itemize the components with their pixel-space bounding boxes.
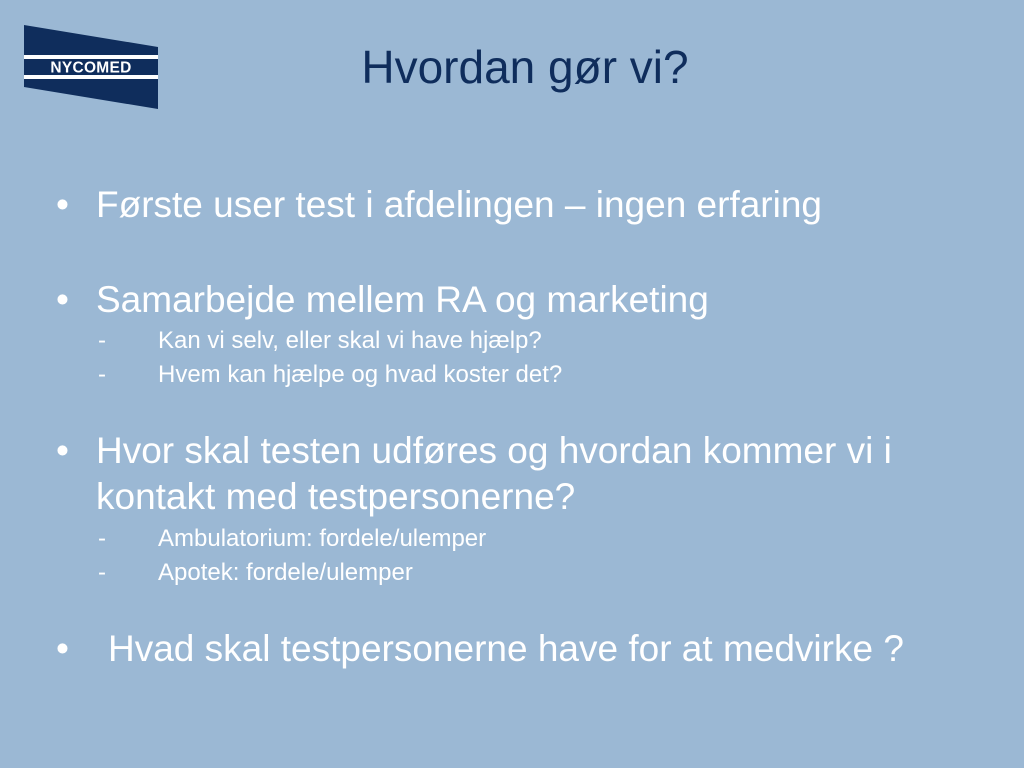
bullet-item xyxy=(56,626,986,672)
sub-text: Apotek: fordele/ulemper xyxy=(158,559,413,586)
bullet-marker: • xyxy=(56,628,69,669)
sub-marker: - xyxy=(98,327,106,354)
bullet-item xyxy=(56,277,986,323)
bullet-item xyxy=(56,182,986,228)
sub-text: Hvem kan hjælpe og hvad koster det? xyxy=(158,361,563,388)
bullet-marker: • xyxy=(56,184,69,225)
sub-marker: - xyxy=(98,525,106,552)
logo-wordmark: NYCOMED xyxy=(50,59,132,77)
sub-marker: - xyxy=(98,559,106,586)
bullet-text: Første user test i afdelingen – ingen erfaring xyxy=(96,184,822,225)
bullet-text: Hvad skal testpersonerne have for at medvirke ? xyxy=(108,628,904,669)
bullet-text: Hvor skal testen udføres og hvordan kommer vi i kontakt med testpersonerne? xyxy=(96,430,892,517)
bullet-marker: • xyxy=(56,430,69,471)
sub-text: Ambulatorium: fordele/ulemper xyxy=(158,525,487,552)
sub-text: Kan vi selv, eller skal vi have hjælp? xyxy=(158,327,542,354)
bullet-marker: • xyxy=(56,279,69,320)
sub-marker: - xyxy=(98,361,106,388)
bullet-item xyxy=(56,428,986,520)
slide-title: Hvordan gør vi? xyxy=(361,41,689,93)
bullet-text: Samarbejde mellem RA og marketing xyxy=(96,279,709,320)
